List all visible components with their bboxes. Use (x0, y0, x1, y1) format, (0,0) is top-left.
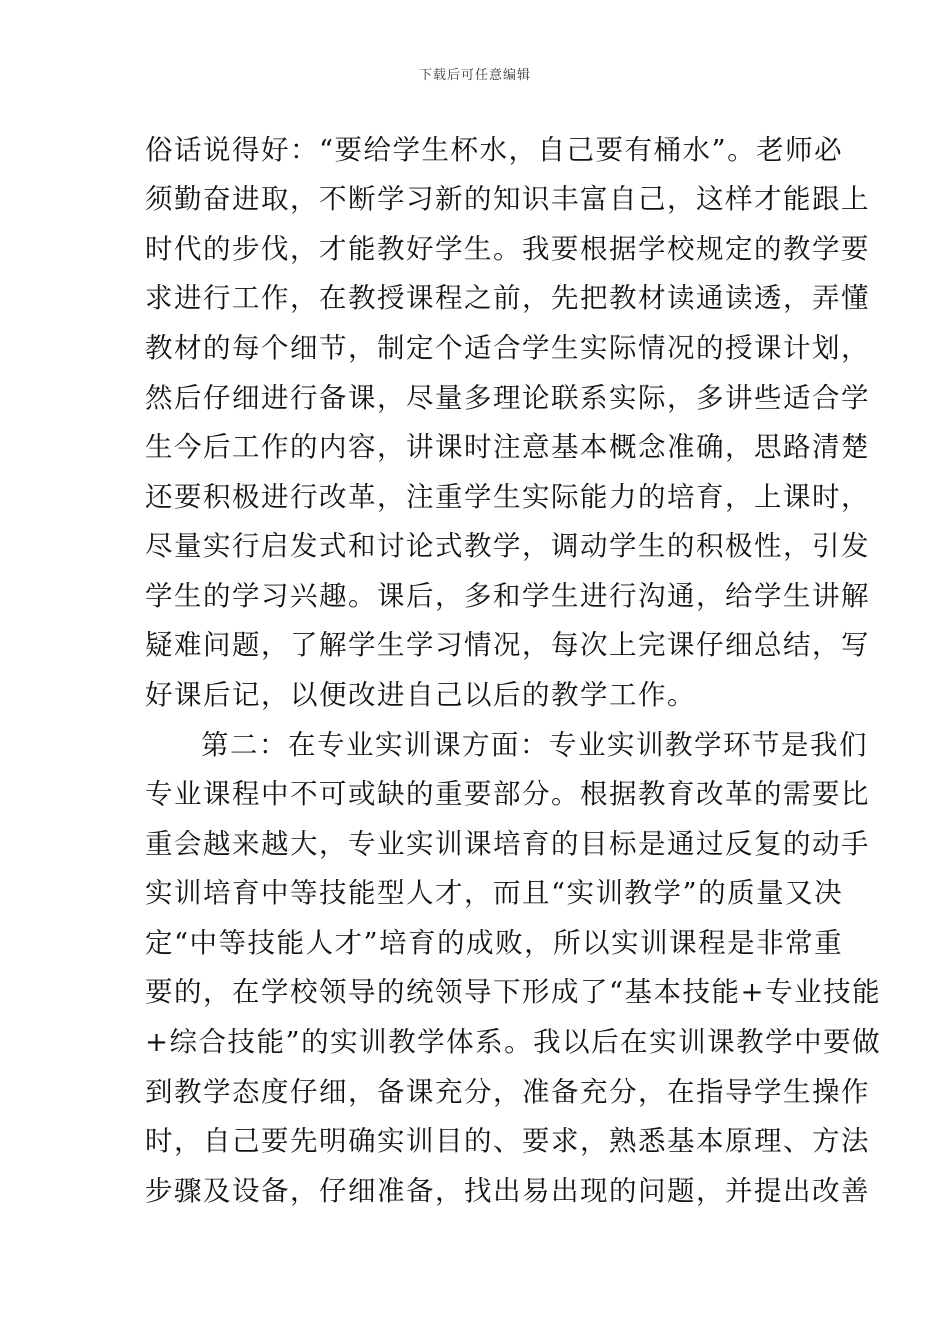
text-line: 须勤奋进取，不断学习新的知识丰富自己，这样才能跟上 (145, 183, 870, 215)
text-line: 专业课程中不可或缺的重要部分。根据教育改革的需要比 (145, 778, 870, 810)
text-line: 到教学态度仔细，备课充分，准备充分，在指导学生操作 (145, 1076, 870, 1108)
text-line: 重会越来越大，专业实训课培育的目标是通过反复的动手 (145, 828, 870, 860)
text-line: 时代的步伐，才能教好学生。我要根据学校规定的教学要 (145, 233, 870, 265)
text-line: 还要积极进行改革，注重学生实际能力的培育，上课时， (145, 481, 870, 513)
text-line: 实训培育中等技能型人才，而且“实训教学”的质量又决 (145, 877, 844, 909)
text-line: 步骤及设备，仔细准备，找出易出现的问题，并提出改善 (145, 1175, 870, 1207)
text-line: 疑难问题，了解学生学习情况，每次上完课仔细总结，写 (145, 629, 870, 661)
text-line: +综合技能”的实训教学体系。我以后在实训课教学中要做 (145, 1026, 882, 1058)
text-line: 尽量实行启发式和讨论式教学，调动学生的积极性，引发 (145, 530, 870, 562)
text-line: 教材的每个细节，制定个适合学生实际情况的授课计划， (145, 332, 870, 364)
text-line: 好课后记，以便改进自己以后的教学工作。 (145, 679, 696, 711)
text-line: 求进行工作，在教授课程之前，先把教材读通读透，弄懂 (145, 282, 870, 314)
text-line: 然后仔细进行备课，尽量多理论联系实际，多讲些适合学 (145, 382, 870, 414)
text-line: 时，自己要先明确实训目的、要求，熟悉基本原理、方法 (145, 1125, 870, 1157)
text-line: 定“中等技能人才”培育的成败，所以实训课程是非常重 (145, 927, 844, 959)
text-line: 要的，在学校领导的统领导下形成了“基本技能+专业技能 (145, 976, 882, 1008)
text-line: 学生的学习兴趣。课后，多和学生进行沟通，给学生讲解 (145, 580, 870, 612)
text-line: 俗话说得好：“要给学生杯水，自己要有桶水”。老师必 (145, 134, 844, 166)
text-line: 生今后工作的内容，讲课时注意基本概念准确，思路清楚 (145, 431, 870, 463)
paragraph-start-line: 第二：在专业实训课方面：专业实训教学环节是我们 (201, 729, 868, 761)
page-header: 下载后可任意编辑 (418, 68, 531, 83)
